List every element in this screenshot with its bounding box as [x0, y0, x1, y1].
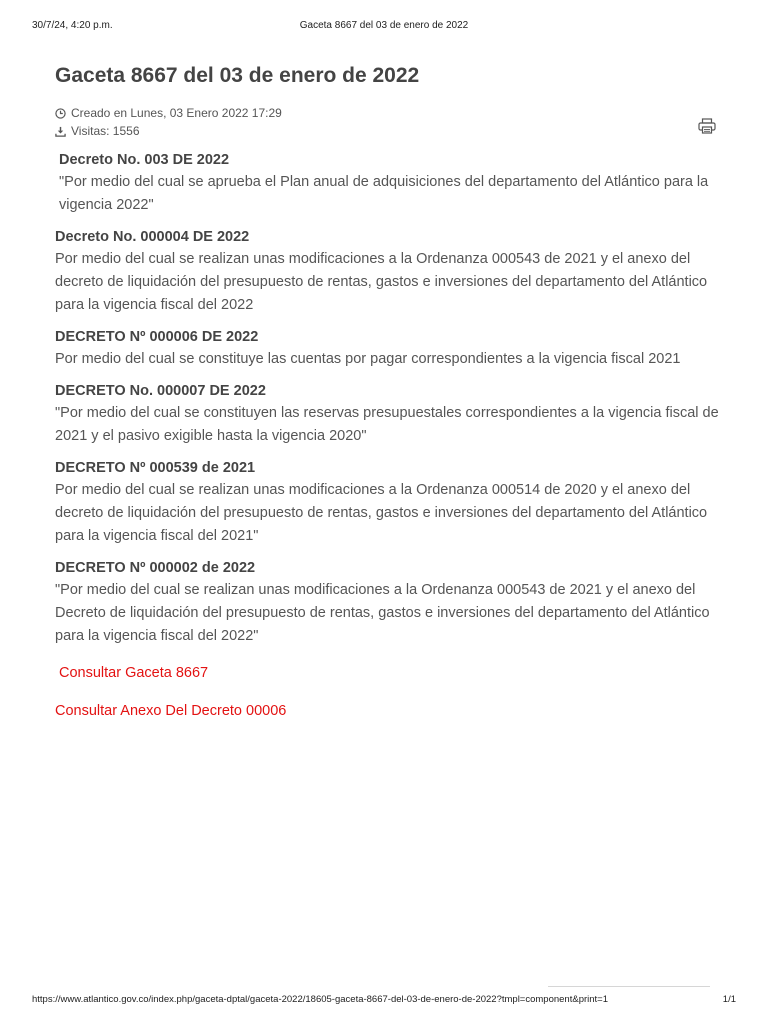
decree-title: Decreto No. 000004 DE 2022: [55, 229, 250, 245]
article: [55, 58, 725, 722]
decree-title: DECRETO Nº 000006 DE 2022: [55, 329, 259, 345]
decree-description: Por medio del cual se realizan unas modificaciones a la Ordenanza 000514 de 2020 y el anexo del decreto de liquidación del presupuesto de rentas, gastos e inversiones del departamento del Atlántico para la vigencia fiscal del 2021": [55, 482, 708, 544]
print-header-title: Gaceta 8667 del 03 de enero de 2022: [299, 20, 469, 31]
consult-gaceta-link[interactable]: Consultar Gaceta 8667: [59, 665, 209, 681]
decree-title: DECRETO Nº 000539 de 2021: [55, 460, 256, 476]
decree-title: DECRETO Nº 000002 de 2022: [55, 560, 256, 576]
decree-description: Por medio del cual se constituye las cuentas por pagar correspondientes a la vigencia fiscal 2021: [55, 351, 681, 367]
decree-description: "Por medio del cual se constituyen las reservas presupuestales correspondientes a la vigencia fiscal de 2021 y el pasivo exigible hasta la vigencia 2020": [55, 405, 719, 444]
page-title: Gaceta 8667 del 03 de enero de 2022: [55, 64, 420, 87]
decree-description: Por medio del cual se realizan unas modificaciones a la Ordenanza 000543 de 2021 y el anexo del decreto de liquidación del presupuesto de rentas, gastos e inversiones del departamento del Atlántico para la vigencia fiscal del 2022: [55, 251, 708, 313]
decree-item: [55, 457, 725, 548]
decree-item: [55, 226, 725, 317]
clock-icon: [55, 108, 66, 119]
article-meta: [55, 104, 725, 140]
decree-item: [55, 149, 725, 217]
decree-description: "Por medio del cual se aprueba el Plan anual de adquisiciones del departamento del Atlántico para la vigencia 2022": [59, 174, 709, 213]
page-url: https://www.atlantico.gov.co/index.php/gaceta-dptal/gaceta-2022/18605-gaceta-8667-del-03-de-enero-de-2022?tmpl=component&print=1: [32, 994, 609, 1005]
decree-description: "Por medio del cual se realizan unas modificaciones a la Ordenanza 000543 de 2021 y el anexo del Decreto de liquidación del presupuesto de rentas, gastos e inversiones del departamento del Atlántico para la vigencia fiscal del 2022": [55, 582, 710, 644]
created-row: [55, 104, 725, 122]
decree-item: [55, 380, 725, 448]
decree-title: DECRETO No. 000007 DE 2022: [55, 383, 266, 399]
download-icon: [55, 126, 66, 137]
visit-count: Visitas: 1556: [71, 124, 140, 138]
decree-item: [55, 326, 725, 371]
print-datetime: 30/7/24, 4:20 p.m.: [32, 20, 113, 31]
decree-title: Decreto No. 003 DE 2022: [59, 152, 230, 168]
decree-item: [55, 557, 725, 648]
consult-annex-link[interactable]: Consultar Anexo Del Decreto 00006: [55, 703, 287, 719]
created-date: Creado en Lunes, 03 Enero 2022 17:29: [71, 106, 282, 120]
footer-divider: [548, 986, 710, 987]
print-header: [32, 20, 736, 34]
page-number: 1/1: [722, 994, 736, 1005]
visits-row: [55, 122, 725, 140]
